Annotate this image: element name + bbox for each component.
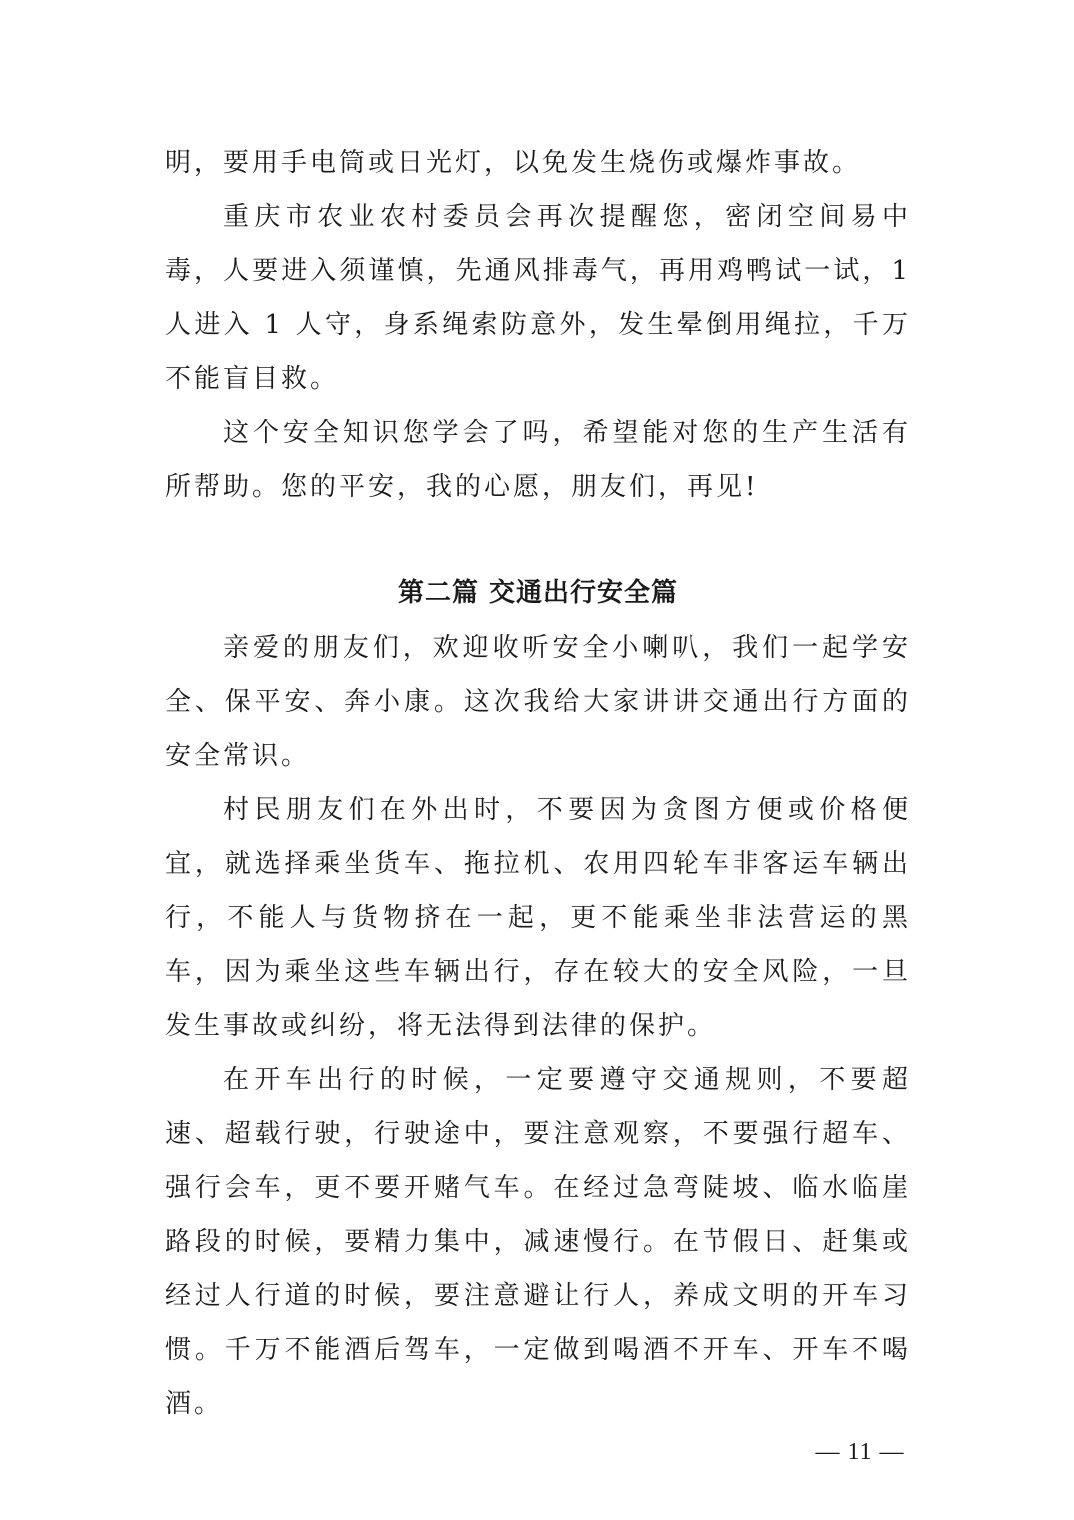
reminder-paragraph: 重庆市农业农村委员会再次提醒您，密闭空间易中毒，人要进入须谨慎，先通风排毒气，再用鸡鸭试一试，1 人进入 1 人守，身系绳索防意外，发生晕倒用绳拉，千万不能盲目救。	[165, 202, 911, 394]
section-heading: 第二篇 交通出行安全篇	[397, 578, 679, 608]
section-two-text	[165, 621, 911, 1431]
driving-safety-paragraph: 在开车出行的时候，一定要遵守交通规则，不要超速、超载行驶，行驶途中，要注意观察，不要强行超车、强行会车，更不要开赌气车。在经过急弯陡坡、临水临崖路段的时候，要精力集中，减速慢行。在节假日、赶集或经过人行道的时候，要注意避让行人，养成文明的开车习惯。千万不能酒后驾车，一定做到喝酒不开车、开车不喝酒。	[165, 1065, 911, 1419]
continued-paragraph: 明，要用手电筒或日光灯，以免发生烧伤或爆炸事故。	[165, 148, 862, 178]
section-one-text	[165, 136, 911, 514]
closing-paragraph: 这个安全知识您学会了吗，希望能对您的生产生活有所帮助。您的平安，我的心愿，朋友们，再见!	[165, 418, 911, 502]
page-number: — 11 —	[815, 1439, 905, 1465]
intro-paragraph: 亲爱的朋友们，欢迎收听安全小喇叭，我们一起学安全、保平安、奔小康。这次我给大家讲讲交通出行方面的安全常识。	[165, 633, 911, 771]
passenger-safety-paragraph: 村民朋友们在外出时，不要因为贪图方便或价格便宜，就选择乘坐货车、拖拉机、农用四轮车非客运车辆出行，不能人与货物挤在一起，更不能乘坐非法营运的黑车，因为乘坐这些车辆出行，存在较大的安全风险，一旦发生事故或纠纷，将无法得到法律的保护。	[165, 795, 911, 1041]
